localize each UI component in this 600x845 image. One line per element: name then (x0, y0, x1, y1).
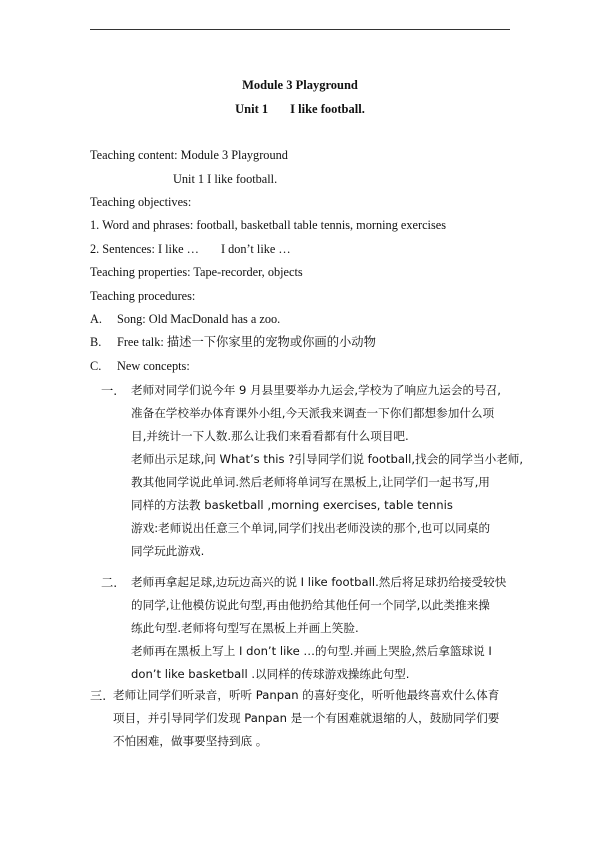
step-1-marker: 一. (101, 384, 118, 398)
step-1-line: 同学玩此游戏. (131, 544, 205, 558)
procedure-b-marker: B. (90, 335, 102, 349)
step-1-paragraph (131, 379, 523, 563)
procedure-b-text: Free talk: 描述一下你家里的宠物或你画的小动物 (117, 335, 376, 349)
step-1-line: 游戏:老师说出任意三个单词,同学们找出老师没读的那个,也可以同桌的 (131, 521, 491, 535)
step-1-line: 准备在学校举办体育课外小组,今天派我来调查一下你们都想参加什么项 (131, 406, 495, 420)
teaching-content-unit: Unit 1 I like football. (173, 172, 278, 186)
objective-1: 1. Word and phrases: football, basketball table tennis, morning exercises (90, 218, 446, 232)
step-3-marker: 三. (90, 689, 107, 703)
procedure-c-marker: C. (90, 359, 102, 373)
procedure-a-marker: A. (90, 312, 102, 326)
unit-name: I like football. (290, 102, 365, 116)
unit-title (0, 102, 600, 117)
step-2-paragraph (131, 571, 506, 686)
step-1-line: 同样的方法教 basketball ,morning exercises, table tennis (131, 498, 453, 512)
procedures-heading: Teaching procedures: (90, 289, 196, 303)
step-2-line: don’t like basketball .以同样的传球游戏操练此句型. (131, 667, 410, 681)
objective-2-dont-like: I don’t like … (220, 242, 291, 256)
step-3-line: 老师让同学们听录音，听听 Panpan 的喜好变化，听听他最终喜欢什么体育 (113, 688, 500, 702)
step-1-line: 老师对同学们说今年 9 月县里要举办九运会,学校为了响应九运会的号召, (131, 383, 501, 397)
teaching-content: Teaching content: Module 3 Playground (90, 148, 288, 162)
teaching-properties: Teaching properties: Tape-recorder, objects (90, 265, 303, 279)
step-2-line: 老师再拿起足球,边玩边高兴的说 I like football.然后将足球扔给接受较快 (131, 575, 507, 589)
step-3-line: 项目，并引导同学们发现 Panpan 是一个有困难就退缩的人，鼓励同学们要 (113, 711, 500, 725)
unit-label: Unit 1 (235, 102, 269, 116)
module-title: Module 3 Playground (242, 78, 358, 92)
step-1-line: 目,并统计一下人数.那么让我们来看看都有什么项目吧. (131, 429, 409, 443)
procedure-a-text: Song: Old MacDonald has a zoo. (117, 312, 281, 326)
step-2-line: 练此句型.老师将句型写在黑板上并画上笑脸. (131, 621, 359, 635)
step-2-line: 的同学,让他模仿说此句型,再由他扔给其他任何一个同学,以此类推来操 (131, 598, 490, 612)
step-3-paragraph (113, 684, 499, 753)
step-2-line: 老师再在黑板上写上 I don’t like …的句型.并画上哭脸,然后拿篮球说 I (131, 644, 492, 658)
objective-2 (90, 241, 291, 257)
step-1-line: 教其他同学说此单词.然后老师将单词写在黑板上,让同学们一起书写,用 (131, 475, 490, 489)
objective-2-like: 2. Sentences: I like … (90, 242, 199, 256)
step-3-line: 不怕困难，做事要坚持到底 。 (113, 734, 268, 748)
step-2-marker: 二. (101, 576, 118, 590)
step-1-line: 老师出示足球,问 What’s this ?引导同学们说 football,找会的同学当小老师, (131, 452, 524, 466)
header-rule (90, 29, 510, 30)
procedure-c-text: New concepts: (117, 359, 190, 373)
objectives-heading: Teaching objectives: (90, 195, 192, 209)
